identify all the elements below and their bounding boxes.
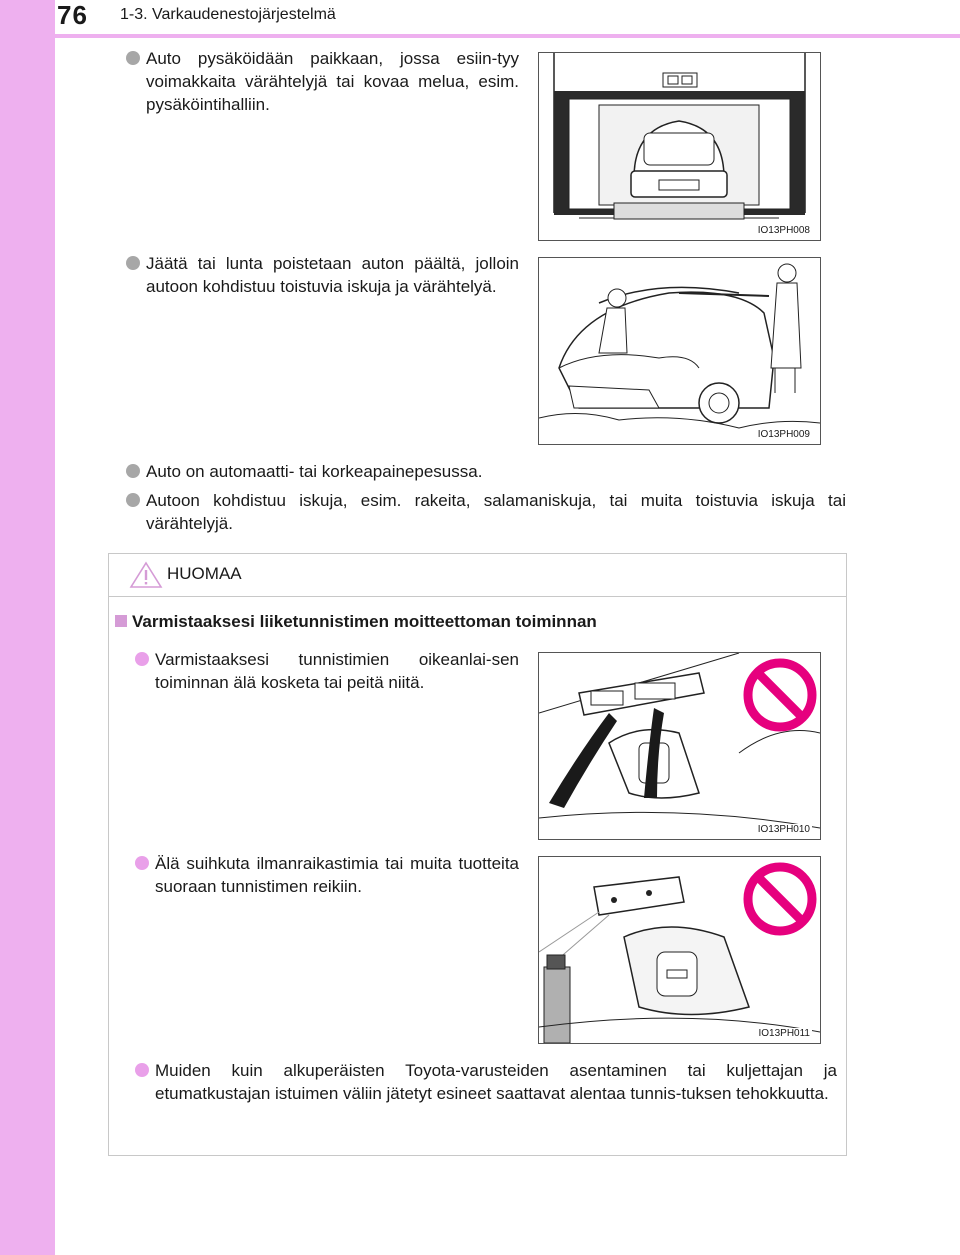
header-rule xyxy=(55,34,960,38)
bullet-text: Auto pysäköidään paikkaan, jossa esiin-tyy voimakkaita värähtelyjä tai kovaa melua, esim. pysäköintihalliin. xyxy=(146,49,519,114)
section-marker-icon xyxy=(115,615,127,627)
notice-title: HUOMAA xyxy=(167,564,242,583)
bullet-text: Auto on automaatti- tai korkeapainepesussa. xyxy=(146,462,483,481)
bullet-text: Varmistaaksesi tunnistimien oikeanlai-sen toiminnan älä kosketa tai peitä niitä. xyxy=(155,650,519,692)
side-strip xyxy=(0,0,55,1255)
figure-sensor-touch xyxy=(538,652,821,840)
bullet-dot xyxy=(126,256,140,270)
bullet-dot xyxy=(126,464,140,478)
bullet-text: Muiden kuin alkuperäisten Toyota-varusteiden asentaminen tai kuljettajan ja etumatkustajan istuimen väliin jätetyt esineet saattavat alentaa tunnis-tuksen tehokkuutta. xyxy=(155,1061,837,1103)
bullet-dot xyxy=(126,51,140,65)
figure-no-spray xyxy=(538,856,821,1044)
bullet-text: Jäätä tai lunta poistetaan auton päältä, jolloin autoon kohdistuu toistuvia iskuja ja värähtelyä. xyxy=(146,254,519,296)
figure-snow-removal xyxy=(538,257,821,445)
bullet-dot xyxy=(135,652,149,666)
car-wash-illustration xyxy=(539,53,820,240)
figure-car-wash xyxy=(538,52,821,241)
no-spray-illustration xyxy=(539,857,820,1043)
bullet-text: Autoon kohdistuu iskuja, esim. rakeita, salamaniskuja, tai muita toistuvia iskuja tai värähtelyjä. xyxy=(146,491,846,533)
notice-bullet-do-not-touch xyxy=(155,648,519,694)
bullet-dot xyxy=(135,1063,149,1077)
sensor-touch-illustration xyxy=(539,653,820,839)
page-number: 76 xyxy=(57,0,88,30)
notice-bullet-accessories xyxy=(155,1059,837,1105)
notice-header xyxy=(109,554,846,597)
section-title: 1-3. Varkaudenestojärjestelmä xyxy=(120,6,336,23)
bullet-dot xyxy=(135,856,149,870)
warning-triangle-icon xyxy=(129,561,163,589)
figure-code: IO13PH009 xyxy=(757,429,810,440)
notice-bullet-no-spray xyxy=(155,852,519,898)
figure-code: IO13PH011 xyxy=(758,1028,810,1039)
bullet-dot xyxy=(126,493,140,507)
snow-removal-illustration xyxy=(539,258,820,444)
bullet-snow-removal xyxy=(146,252,519,298)
figure-code: IO13PH010 xyxy=(757,824,810,835)
bullet-impacts xyxy=(146,489,846,535)
bullet-parking-hall xyxy=(146,47,519,116)
bullet-text: Älä suihkuta ilmanraikastimia tai muita tuotteita suoraan tunnistimen reikiin. xyxy=(155,854,519,896)
bullet-car-wash xyxy=(146,460,846,483)
notice-section-heading: Varmistaaksesi liiketunnistimen moitteettoman toiminnan xyxy=(132,612,597,631)
figure-code: IO13PH008 xyxy=(757,225,810,236)
